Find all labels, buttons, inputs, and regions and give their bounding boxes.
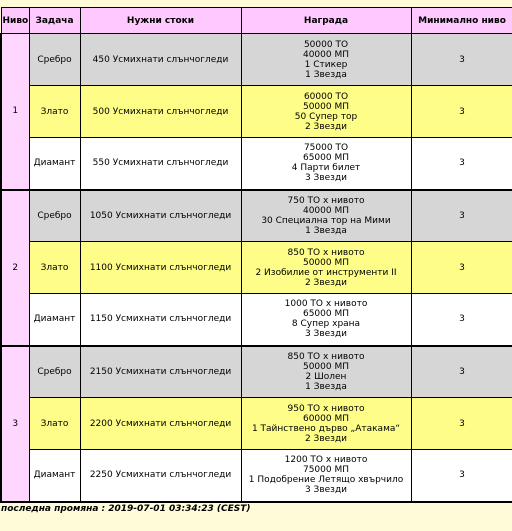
reward-cell [241,294,411,346]
reward-line: 2 Звезди [304,121,348,132]
level-cell: 2 [1,190,29,346]
reward-line: 8 Супер храна [291,319,361,330]
col-header-level: Ниво [1,8,29,34]
table-row [1,294,512,346]
min-level-cell: 3 [411,242,512,294]
table-row [1,450,512,502]
table-body [1,34,512,502]
reward-line: 2 Звезди [304,277,348,288]
reward-line: 60000 ТО [303,91,349,102]
goods-cell: 2250 Усмихнати слънчогледи [80,450,241,502]
task-cell: Злато [29,242,80,294]
reward-cell [241,190,411,242]
reward-line: 50000 МП [302,257,350,268]
reward-line: 65000 МП [302,309,350,320]
goods-cell: 2150 Усмихнати слънчогледи [80,346,241,398]
col-header-goods: Нужни стоки [80,8,241,34]
table-row [1,34,512,86]
reward-line: 50000 МП [302,101,350,112]
reward-line: 40000 МП [302,49,350,60]
min-level-cell: 3 [411,86,512,138]
reward-line: 1200 ТО x нивото [284,455,368,466]
table-row [1,398,512,450]
reward-line: 750 ТО x нивото [287,195,365,206]
min-level-cell: 3 [411,450,512,502]
reward-line: 950 ТО x нивото [287,403,365,414]
reward-line: 3 Звезди [304,485,348,496]
reward-line: 60000 МП [302,413,350,424]
goods-cell: 450 Усмихнати слънчогледи [80,34,241,86]
reward-line: 50000 МП [302,361,350,372]
reward-line: 50000 ТО [303,39,349,50]
reward-line: 1 Подобрение Летящо хвърчило [248,475,404,486]
col-header-min-level: Минимално ниво [411,8,512,34]
goods-cell: 2200 Усмихнати слънчогледи [80,398,241,450]
reward-line: 30 Специална тор на Мими [261,215,391,226]
reward-cell [241,86,411,138]
reward-line: 40000 МП [302,205,350,216]
table-row [1,86,512,138]
min-level-cell: 3 [411,138,512,190]
task-cell: Злато [29,86,80,138]
task-cell: Сребро [29,34,80,86]
reward-cell [241,450,411,502]
task-cell: Диамант [29,294,80,346]
table-row [1,242,512,294]
header-row [1,8,512,34]
reward-line: 2 Звезди [304,433,348,444]
col-header-reward: Награда [241,8,411,34]
goods-cell: 1150 Усмихнати слънчогледи [80,294,241,346]
goods-cell: 550 Усмихнати слънчогледи [80,138,241,190]
table-row [1,190,512,242]
task-cell: Диамант [29,450,80,502]
reward-line: 1000 ТО x нивото [284,299,368,310]
reward-line: 3 Звезди [304,329,348,340]
reward-line: 850 ТО x нивото [287,351,365,362]
reward-line: 3 Звезди [304,173,348,184]
task-cell: Злато [29,398,80,450]
reward-line: 75000 МП [302,465,350,476]
reward-line: 1 Тайнствено дърво „Атакама“ [251,423,401,434]
reward-line: 1 Звезда [305,381,347,392]
task-cell: Сребро [29,346,80,398]
table-row [1,138,512,190]
reward-line: 4 Парти билет [291,163,361,174]
min-level-cell: 3 [411,346,512,398]
reward-line: 75000 ТО [303,143,349,154]
reward-line: 2 Шолен [305,371,347,382]
task-cell: Сребро [29,190,80,242]
rewards-table [0,7,512,503]
goods-cell: 1050 Усмихнати слънчогледи [80,190,241,242]
level-cell: 1 [1,34,29,190]
reward-line: 1 Стикер [304,59,348,70]
min-level-cell: 3 [411,294,512,346]
last-modified-note: последна промяна : 2019-07-01 03:34:23 (CEST) [1,503,251,514]
goods-cell: 500 Усмихнати слънчогледи [80,86,241,138]
col-header-task: Задача [29,8,80,34]
min-level-cell: 3 [411,34,512,86]
reward-cell [241,138,411,190]
reward-cell [241,398,411,450]
reward-line: 850 ТО x нивото [287,247,365,258]
reward-line: 2 Изобилие от инструменти II [255,267,397,278]
reward-cell [241,242,411,294]
table-row [1,346,512,398]
reward-cell [241,346,411,398]
min-level-cell: 3 [411,398,512,450]
reward-line: 1 Звезда [305,69,347,80]
level-cell: 3 [1,346,29,502]
task-cell: Диамант [29,138,80,190]
min-level-cell: 3 [411,190,512,242]
reward-cell [241,34,411,86]
reward-line: 65000 МП [302,153,350,164]
reward-line: 50 Супер тор [294,111,358,122]
reward-line: 1 Звезда [305,225,347,236]
goods-cell: 1100 Усмихнати слънчогледи [80,242,241,294]
